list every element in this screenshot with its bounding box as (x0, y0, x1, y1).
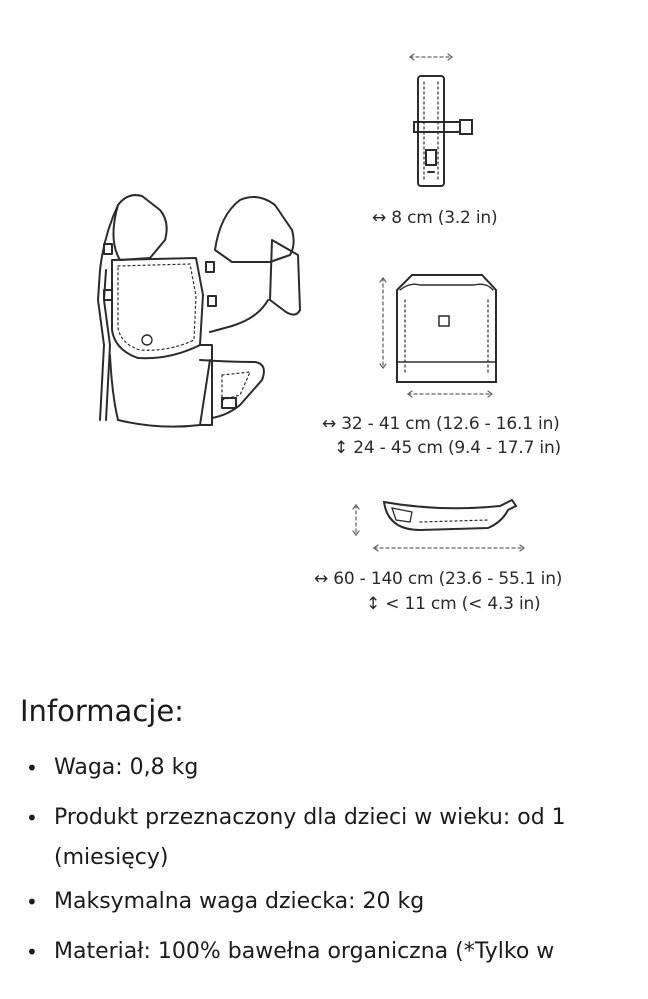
list-item (22, 882, 632, 922)
belt-height-label: ↕ < 11 cm (< 4.3 in) (366, 594, 541, 614)
bullet-icon: • (26, 890, 38, 914)
bullet-icon: • (26, 756, 38, 780)
panel-height-label: ↕ 24 - 45 cm (9.4 - 17.7 in) (334, 438, 561, 458)
baby-carrier-illustration (98, 195, 300, 427)
info-item-text: Materiał: 100% bawełna organiczna (*Tylko w (54, 939, 555, 964)
info-item-text: Maksymalna waga dziecka: 20 kg (54, 889, 425, 914)
list-item (22, 748, 632, 788)
list-item (22, 932, 632, 972)
belt-size-illustration (353, 500, 524, 551)
info-item-text: Produkt przeznaczony dla dzieci w wieku: od 1 (miesięcy) (54, 805, 566, 870)
bullet-icon: • (26, 940, 38, 964)
list-item (22, 798, 632, 878)
panel-width-label: ↔ 32 - 41 cm (12.6 - 16.1 in) (322, 414, 560, 434)
info-item-text: Waga: 0,8 kg (54, 755, 199, 780)
info-list (22, 748, 632, 982)
strap-width-label: ↔ 8 cm (3.2 in) (372, 208, 498, 228)
bullet-icon: • (26, 806, 38, 830)
belt-length-label: ↔ 60 - 140 cm (23.6 - 55.1 in) (314, 569, 563, 589)
info-heading: Informacje: (20, 694, 184, 728)
panel-size-illustration (380, 275, 496, 397)
strap-width-illustration (410, 54, 472, 186)
